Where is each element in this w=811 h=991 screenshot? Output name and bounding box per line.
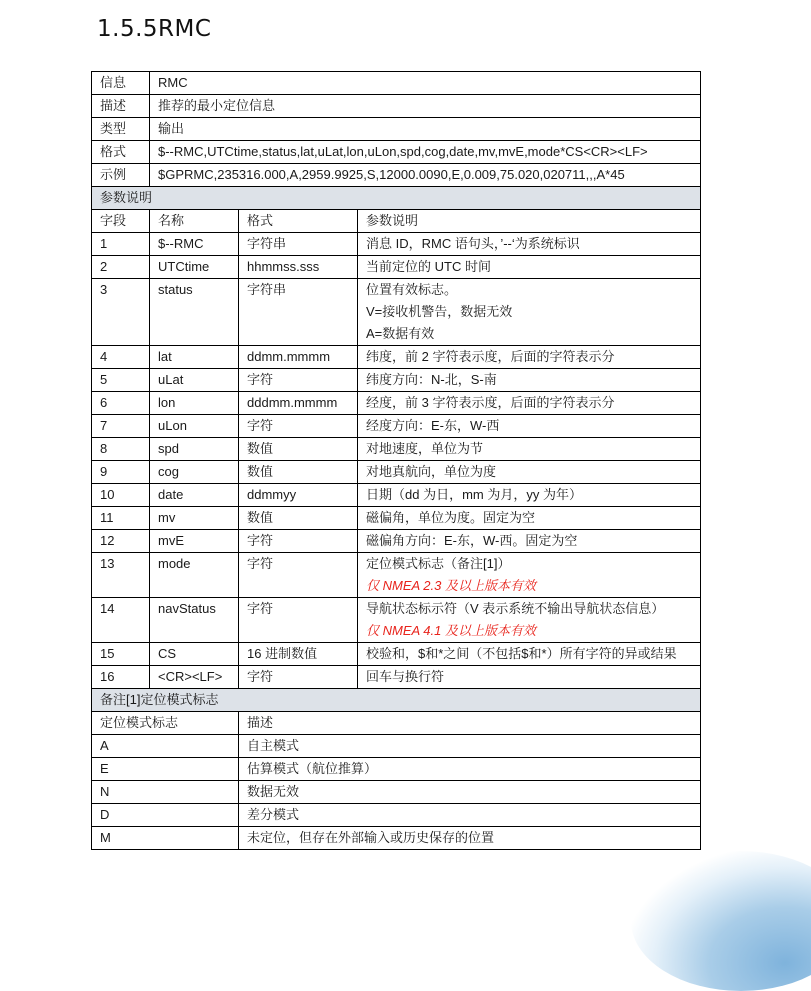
param-desc-line: 消息 ID，RMC 语句头，’--‘为系统标识: [366, 236, 580, 251]
param-desc: [358, 346, 701, 369]
version-note: 仅 NMEA 4.1 及以上版本有效: [366, 623, 536, 638]
param-format: 字符: [239, 530, 358, 553]
param-name: $--RMC: [150, 233, 239, 256]
info-value: RMC: [150, 72, 701, 95]
param-format: 字符: [239, 369, 358, 392]
params-section-header: 参数说明: [92, 187, 701, 210]
param-desc-line: 对地真航向，单位为度: [366, 464, 497, 479]
param-desc: [358, 369, 701, 392]
param-name: cog: [150, 461, 239, 484]
header-desc: 参数说明: [358, 210, 701, 233]
info-row: [92, 72, 701, 95]
param-field: 4: [92, 346, 150, 369]
param-row: [92, 233, 701, 256]
param-name: mode: [150, 553, 239, 598]
param-desc: [358, 666, 701, 689]
param-desc: [358, 643, 701, 666]
info-value: $--RMC,UTCtime,status,lat,uLat,lon,uLon,spd,cog,date,mv,mvE,mode*CS<CR><LF>: [150, 141, 701, 164]
param-format: 数值: [239, 438, 358, 461]
param-field: 10: [92, 484, 150, 507]
param-field: 14: [92, 598, 150, 643]
param-format: ddmm.mmmm: [239, 346, 358, 369]
mode-flag: M: [92, 827, 239, 850]
param-field: 12: [92, 530, 150, 553]
info-value: $GPRMC,235316.000,A,2959.9925,S,12000.0090,E,0.009,75.020,020711,,,A*45: [150, 164, 701, 187]
param-row: [92, 392, 701, 415]
mode-flag: E: [92, 758, 239, 781]
param-row: [92, 643, 701, 666]
section-title: 1.5.5RMC: [97, 16, 212, 42]
mode-desc: 差分模式: [239, 804, 701, 827]
param-desc: [358, 256, 701, 279]
param-format: 字符: [239, 553, 358, 598]
info-row: [92, 141, 701, 164]
param-desc-line: A=数据有效: [366, 326, 435, 341]
param-name: <CR><LF>: [150, 666, 239, 689]
mode-desc: 未定位，但存在外部输入或历史保存的位置: [239, 827, 701, 850]
rmc-spec-table: [91, 71, 701, 850]
param-format: 字符串: [239, 279, 358, 346]
mode-flag: D: [92, 804, 239, 827]
param-name: mv: [150, 507, 239, 530]
param-row: [92, 279, 701, 346]
param-field: 9: [92, 461, 150, 484]
info-label: 示例: [92, 164, 150, 187]
param-format: 字符: [239, 415, 358, 438]
param-field: 15: [92, 643, 150, 666]
param-desc: [358, 279, 701, 346]
param-desc-line: 纬度方向：N-北，S-南: [366, 372, 497, 387]
corner-decoration: [631, 851, 811, 991]
mode-row: [92, 781, 701, 804]
header-format: 格式: [239, 210, 358, 233]
param-row: [92, 484, 701, 507]
param-row: [92, 507, 701, 530]
modes-section-header: 备注[1]定位模式标志: [92, 689, 701, 712]
param-row: [92, 438, 701, 461]
param-desc-line: 经度方向：E-东，W-西: [366, 418, 500, 433]
param-desc-line: 纬度，前 2 字符表示度，后面的字符表示分: [366, 349, 615, 364]
param-field: 1: [92, 233, 150, 256]
param-field: 6: [92, 392, 150, 415]
param-desc-line: 磁偏角方向：E-东，W-西。固定为空: [366, 533, 578, 548]
mode-row: [92, 758, 701, 781]
param-desc: [358, 598, 701, 643]
param-desc-line: 位置有效标志。: [366, 282, 458, 297]
mode-row: [92, 827, 701, 850]
info-label: 格式: [92, 141, 150, 164]
param-field: 7: [92, 415, 150, 438]
param-desc-line: 当前定位的 UTC 时间: [366, 259, 491, 274]
param-desc-line: 对地速度，单位为节: [366, 441, 484, 456]
param-format: hhmmss.sss: [239, 256, 358, 279]
mode-flag: N: [92, 781, 239, 804]
param-desc: [358, 233, 701, 256]
param-name: uLon: [150, 415, 239, 438]
param-field: 2: [92, 256, 150, 279]
info-label: 描述: [92, 95, 150, 118]
param-row: [92, 346, 701, 369]
param-field: 16: [92, 666, 150, 689]
param-desc: [358, 392, 701, 415]
modes-header-flag: 定位模式标志: [92, 712, 239, 735]
param-format: 字符: [239, 666, 358, 689]
param-desc-line: 回车与换行符: [366, 669, 445, 684]
param-desc: [358, 415, 701, 438]
param-field: 3: [92, 279, 150, 346]
param-row: [92, 598, 701, 643]
param-row: [92, 666, 701, 689]
version-note: 仅 NMEA 2.3 及以上版本有效: [366, 578, 536, 593]
param-format: 字符: [239, 598, 358, 643]
param-row: [92, 530, 701, 553]
param-desc: [358, 484, 701, 507]
param-name: uLat: [150, 369, 239, 392]
mode-desc: 估算模式（航位推算）: [239, 758, 701, 781]
mode-row: [92, 735, 701, 758]
param-desc-line: 定位模式标志（备注[1]）: [366, 556, 511, 571]
param-name: mvE: [150, 530, 239, 553]
param-desc-line: 磁偏角，单位为度。固定为空: [366, 510, 536, 525]
mode-desc: 自主模式: [239, 735, 701, 758]
param-name: navStatus: [150, 598, 239, 643]
mode-row: [92, 804, 701, 827]
mode-flag: A: [92, 735, 239, 758]
param-format: 字符串: [239, 233, 358, 256]
param-name: lat: [150, 346, 239, 369]
param-desc: [358, 530, 701, 553]
param-format: 数值: [239, 507, 358, 530]
param-desc-line: 经度，前 3 字符表示度，后面的字符表示分: [366, 395, 615, 410]
param-desc: [358, 507, 701, 530]
param-row: [92, 369, 701, 392]
param-desc: [358, 438, 701, 461]
header-name: 名称: [150, 210, 239, 233]
param-name: spd: [150, 438, 239, 461]
param-row: [92, 415, 701, 438]
header-field: 字段: [92, 210, 150, 233]
param-row: [92, 553, 701, 598]
info-label: 信息: [92, 72, 150, 95]
info-row: [92, 164, 701, 187]
param-name: CS: [150, 643, 239, 666]
param-name: date: [150, 484, 239, 507]
param-desc-line: 日期（dd 为日，mm 为月，yy 为年）: [366, 487, 582, 502]
param-name: UTCtime: [150, 256, 239, 279]
param-name: status: [150, 279, 239, 346]
param-format: 16 进制数值: [239, 643, 358, 666]
info-row: [92, 95, 701, 118]
param-desc-line: 导航状态标示符（V 表示系统不输出导航状态信息）: [366, 601, 665, 616]
param-field: 11: [92, 507, 150, 530]
mode-desc: 数据无效: [239, 781, 701, 804]
param-field: 5: [92, 369, 150, 392]
param-desc: [358, 461, 701, 484]
info-value: 输出: [150, 118, 701, 141]
info-label: 类型: [92, 118, 150, 141]
param-field: 13: [92, 553, 150, 598]
param-format: ddmmyy: [239, 484, 358, 507]
param-name: lon: [150, 392, 239, 415]
param-format: 数值: [239, 461, 358, 484]
param-field: 8: [92, 438, 150, 461]
param-desc: [358, 553, 701, 598]
param-row: [92, 461, 701, 484]
info-value: 推荐的最小定位信息: [150, 95, 701, 118]
info-row: [92, 118, 701, 141]
param-desc-line: 校验和，$和*之间（不包括$和*）所有字符的异或结果: [366, 646, 677, 661]
modes-header-desc: 描述: [239, 712, 701, 735]
param-format: dddmm.mmmm: [239, 392, 358, 415]
param-row: [92, 256, 701, 279]
param-desc-line: V=接收机警告，数据无效: [366, 304, 513, 319]
